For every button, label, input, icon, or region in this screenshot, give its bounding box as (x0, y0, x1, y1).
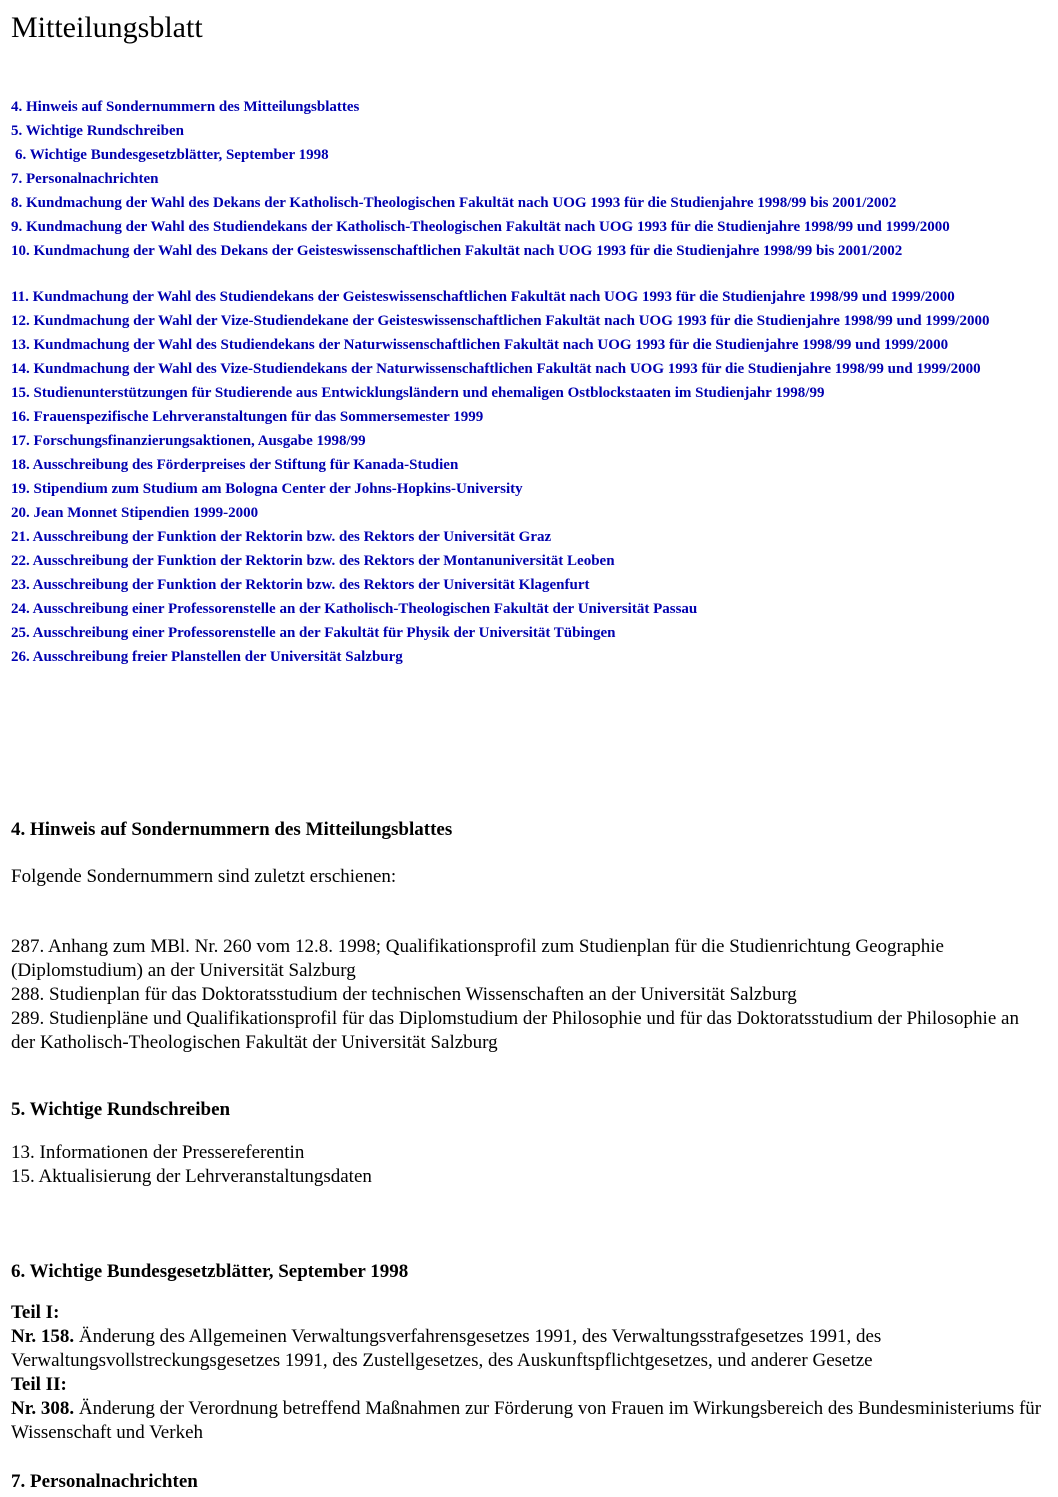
list-item: 288. Studienplan für das Doktoratsstudium der technischen Wissenschaften an der Universität Salzburg (11, 984, 797, 1005)
toc-link-7[interactable]: 7. Personalnachrichten (11, 171, 159, 187)
toc-link-23[interactable]: 23. Ausschreibung der Funktion der Rektorin bzw. des Rektors der Universität Klagenfurt (11, 577, 590, 593)
toc-link-26[interactable]: 26. Ausschreibung freier Planstellen der Universität Salzburg (11, 649, 403, 665)
toc-link-16[interactable]: 16. Frauenspezifische Lehrveranstaltungen für das Sommersemester 1999 (11, 409, 484, 425)
toc-link-10[interactable]: 10. Kundmachung der Wahl des Dekans der Geisteswissenschaftlichen Fakultät nach UOG 1993 für die Studienjahre 1998/99 bis 2001/2002 (11, 243, 903, 259)
part-label: Teil I: (11, 1302, 60, 1323)
toc-link-9[interactable]: 9. Kundmachung der Wahl des Studiendekans der Katholisch-Theologischen Fakultät nach UOG 1993 für die Studienjahre 1998/99 und 1999/2000 (11, 219, 950, 235)
toc-link-13[interactable]: 13. Kundmachung der Wahl des Studiendekans der Naturwissenschaftlichen Fakultät nach UOG 1993 für die Studienjahre 1998/99 und 1999/2000 (11, 337, 949, 353)
list-item: 13. Informationen der Pressereferentin (11, 1142, 305, 1163)
list-item: 287. Anhang zum MBl. Nr. 260 vom 12.8. 1998; Qualifikationsprofil zum Studienplan für die Studienrichtung Geographie (Diplomstudium) an der Universität Salzburg (11, 936, 944, 981)
toc-link-4[interactable]: 4. Hinweis auf Sondernummern des Mitteilungsblattes (11, 99, 360, 115)
toc-link-12[interactable]: 12. Kundmachung der Wahl der Vize-Studiendekane der Geisteswissenschaftlichen Fakultät nach UOG 1993 für die Studienjahre 1998/99 und 1999/2000 (11, 313, 990, 329)
section-heading: 4. Hinweis auf Sondernummern des Mitteilungsblattes (11, 819, 453, 840)
section-intro: Folgende Sondernummern sind zuletzt erschienen: (11, 866, 397, 887)
toc-link-17[interactable]: 17. Forschungsfinanzierungsaktionen, Ausgabe 1998/99 (11, 433, 366, 449)
part-label: Teil II: (11, 1374, 67, 1395)
section-rundschreiben (11, 1097, 1047, 1189)
law-text: Änderung des Allgemeinen Verwaltungsverfahrensgesetzes 1991, des Verwaltungsstrafgesetzes 1991, des Verwaltungsvollstreckungsgesetzes 1991, des Zustellgesetzes, des Auskunftspflichtgesetzes, und anderer Gesetze (11, 1326, 882, 1371)
section-personalnachrichten (11, 1469, 1047, 1495)
section-bundesgesetzblaetter (11, 1259, 1047, 1445)
toc-link-11[interactable]: 11. Kundmachung der Wahl des Studiendekans der Geisteswissenschaftlichen Fakultät nach UOG 1993 für die Studienjahre 1998/99 und 1999/2000 (11, 289, 955, 305)
toc-link-14[interactable]: 14. Kundmachung der Wahl des Vize-Studiendekans der Naturwissenschaftlichen Fakultät nach UOG 1993 für die Studienjahre 1998/99 und 1999/2000 (11, 361, 981, 377)
toc-link-21[interactable]: 21. Ausschreibung der Funktion der Rektorin bzw. des Rektors der Universität Graz (11, 529, 552, 545)
law-text: Änderung der Verordnung betreffend Maßnahmen zur Förderung von Frauen im Wirkungsbereich des Bundesministeriums für Wissenschaft und Verkeh (11, 1398, 1042, 1443)
law-list (11, 1301, 1047, 1445)
list-item: 15. Aktualisierung der Lehrveranstaltungsdaten (11, 1166, 372, 1187)
law-number: Nr. 308. (11, 1398, 75, 1419)
law-entry (11, 1325, 1047, 1373)
toc-link-15[interactable]: 15. Studienunterstützungen für Studierende aus Entwicklungsländern und ehemaligen Ostblockstaaten im Studienjahr 1998/99 (11, 385, 825, 401)
toc-link-19[interactable]: 19. Stipendium zum Studium am Bologna Center der Johns-Hopkins-University (11, 481, 523, 497)
item-list (11, 935, 1047, 1055)
section-heading: 6. Wichtige Bundesgesetzblätter, September 1998 (11, 1261, 409, 1282)
list-item: 289. Studienpläne und Qualifikationsprofil für das Diplomstudium der Philosophie und für das Doktoratsstudium der Philosophie an der Katholisch-Theologischen Fakultät der Universität Salzburg (11, 1008, 1019, 1053)
toc-link-22[interactable]: 22. Ausschreibung der Funktion der Rektorin bzw. des Rektors der Montanuniversität Leoben (11, 553, 615, 569)
toc-link-8[interactable]: 8. Kundmachung der Wahl des Dekans der Katholisch-Theologischen Fakultät nach UOG 1993 für die Studienjahre 1998/99 bis 2001/2002 (11, 195, 897, 211)
toc-link-18[interactable]: 18. Ausschreibung des Förderpreises der Stiftung für Kanada-Studien (11, 457, 459, 473)
section-sondernummern (11, 817, 1047, 1055)
law-entry (11, 1397, 1047, 1445)
toc-link-24[interactable]: 24. Ausschreibung einer Professorenstelle an der Katholisch-Theologischen Fakultät der Universität Passau (11, 601, 698, 617)
toc-link-6[interactable]: 6. Wichtige Bundesgesetzblätter, September 1998 (15, 147, 329, 163)
toc-link-20[interactable]: 20. Jean Monnet Stipendien 1999-2000 (11, 505, 259, 521)
table-of-contents (11, 95, 1051, 669)
law-number: Nr. 158. (11, 1326, 75, 1347)
toc-link-5[interactable]: 5. Wichtige Rundschreiben (11, 123, 184, 139)
page-title: Mitteilungsblatt (11, 11, 203, 44)
toc-link-25[interactable]: 25. Ausschreibung einer Professorenstelle an der Fakultät für Physik der Universität Tübingen (11, 625, 616, 641)
item-list (11, 1141, 1047, 1189)
section-heading: 7. Personalnachrichten (11, 1471, 198, 1492)
section-heading: 5. Wichtige Rundschreiben (11, 1099, 231, 1120)
